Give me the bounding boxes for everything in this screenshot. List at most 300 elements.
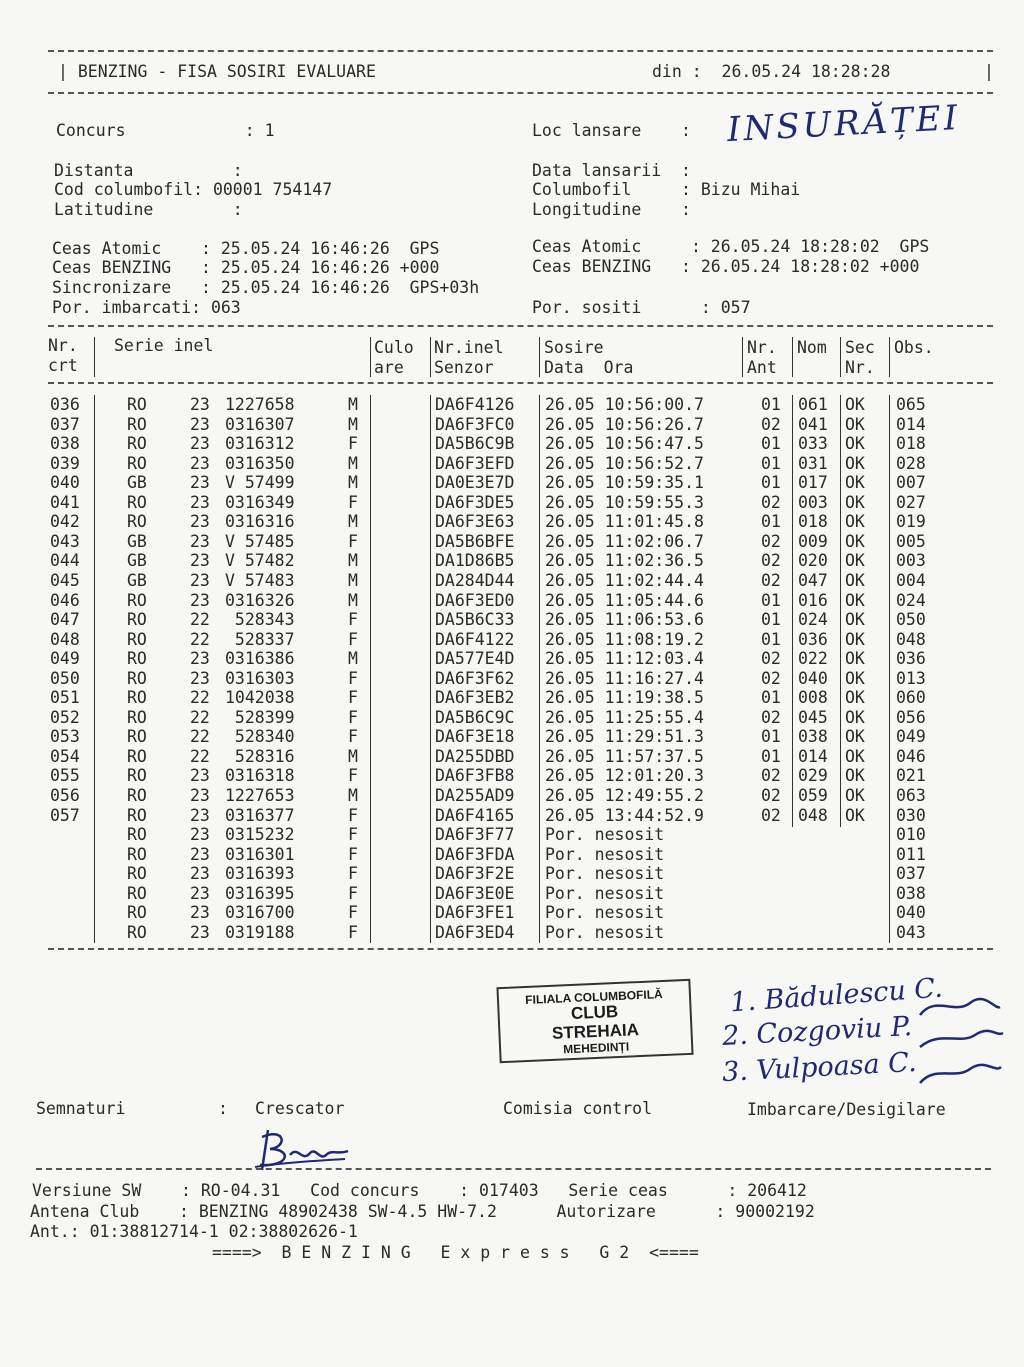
row-country: RO xyxy=(127,590,147,610)
row-obs: 027 xyxy=(896,492,926,512)
row-obs: 060 xyxy=(896,688,926,708)
row-arrival: Por. nesosit xyxy=(545,903,665,923)
row-sex: M xyxy=(348,395,358,414)
row-nom: 020 xyxy=(798,551,828,571)
por-imbarcati: Por. imbarcati: 063 xyxy=(52,298,241,317)
row-obs: 049 xyxy=(896,727,926,747)
row-country: RO xyxy=(127,707,147,727)
row-country: RO xyxy=(127,453,147,473)
row-year: 23 xyxy=(190,922,210,942)
row-ring-number: 0316318 xyxy=(225,766,295,786)
row-year: 23 xyxy=(190,883,210,903)
row-sex: F xyxy=(348,531,358,551)
table-row xyxy=(0,766,1024,786)
row-sensor: DA6F4126 xyxy=(435,395,515,414)
row-year: 23 xyxy=(190,903,210,923)
row-country: RO xyxy=(127,746,147,766)
row-year: 23 xyxy=(190,395,210,414)
row-ring-number: 1227658 xyxy=(225,395,295,414)
row-obs: 010 xyxy=(896,825,926,845)
row-sex: M xyxy=(348,551,358,571)
row-sec: OK xyxy=(845,473,865,493)
table-row xyxy=(0,532,1024,552)
th-sep xyxy=(889,337,890,377)
table-row xyxy=(0,649,1024,669)
row-nom: 009 xyxy=(798,531,828,551)
row-antenna: 02 xyxy=(761,649,781,669)
row-antenna: 01 xyxy=(761,590,781,610)
row-sensor: DA6F3EFD xyxy=(435,453,515,473)
row-sex: F xyxy=(348,707,358,727)
row-arrival: 26.05 11:02:06.7 xyxy=(545,531,704,551)
row-sensor: DA6F3FC0 xyxy=(435,414,515,434)
table-header-rule xyxy=(48,382,993,384)
row-antenna: 01 xyxy=(761,688,781,708)
stamp-line-3: STREHAIA xyxy=(551,1020,640,1043)
row-sensor: DA6F3DE5 xyxy=(435,492,515,512)
row-year: 23 xyxy=(190,551,210,571)
row-obs: 019 xyxy=(896,512,926,532)
table-row xyxy=(0,727,1024,747)
row-sex: F xyxy=(348,727,358,747)
row-arrival: 26.05 10:59:55.3 xyxy=(545,492,704,512)
th-senzor: Senzor xyxy=(434,358,494,377)
row-sensor: DA6F3F62 xyxy=(435,668,515,688)
th-sep xyxy=(430,337,431,377)
row-antenna: 01 xyxy=(761,512,781,532)
row-nom: 016 xyxy=(798,590,828,610)
row-arrival: 26.05 10:56:26.7 xyxy=(545,414,704,434)
stamp-line-2: CLUB xyxy=(570,1001,619,1024)
row-nom: 033 xyxy=(798,434,828,454)
imbarcare-label: Imbarcare/Desigilare xyxy=(747,1100,946,1119)
row-arrival: Por. nesosit xyxy=(545,922,665,942)
row-arrival: Por. nesosit xyxy=(545,844,665,864)
stamp-line-4: MEHEDINȚI xyxy=(562,1039,630,1057)
row-sex: F xyxy=(348,688,358,708)
row-country: RO xyxy=(127,668,147,688)
row-crt: 046 xyxy=(50,590,80,610)
th-sec: Sec xyxy=(845,338,875,357)
row-country: RO xyxy=(127,864,147,884)
row-sensor: DA6F3EB2 xyxy=(435,688,515,708)
row-country: RO xyxy=(127,727,147,747)
row-nom: 059 xyxy=(798,786,828,805)
data-lansarii-field: Data lansarii : xyxy=(532,161,691,180)
row-year: 23 xyxy=(190,570,210,590)
row-ring-number: 0316395 xyxy=(225,883,295,903)
row-sex: F xyxy=(348,922,358,942)
row-arrival: 26.05 11:05:44.6 xyxy=(545,590,704,610)
row-antenna: 01 xyxy=(761,610,781,630)
row-nom: 022 xyxy=(798,649,828,669)
table-row xyxy=(0,806,1024,826)
row-country: RO xyxy=(127,786,147,805)
row-sex: M xyxy=(348,414,358,434)
row-arrival: Por. nesosit xyxy=(545,864,665,884)
row-ring-number: V 57499 xyxy=(225,473,295,493)
row-country: RO xyxy=(127,922,147,942)
row-antenna: 02 xyxy=(761,414,781,434)
initials-scribble-icon xyxy=(915,985,1005,1095)
loc-lansare-handwritten: INSURĂȚEI xyxy=(726,97,962,151)
row-sec: OK xyxy=(845,629,865,649)
row-sensor: DA6F3F2E xyxy=(435,864,515,884)
row-ring-number: 0316312 xyxy=(225,434,295,454)
row-year: 23 xyxy=(190,864,210,884)
header-end-bar: | xyxy=(984,62,994,81)
row-crt: 039 xyxy=(50,453,80,473)
row-sec: OK xyxy=(845,746,865,766)
row-arrival: 26.05 11:57:37.5 xyxy=(545,746,704,766)
row-sec: OK xyxy=(845,570,865,590)
row-sex: F xyxy=(348,434,358,454)
row-arrival: 26.05 11:02:36.5 xyxy=(545,551,704,571)
th-sep xyxy=(792,337,793,377)
row-nom: 017 xyxy=(798,473,828,493)
row-sec: OK xyxy=(845,414,865,434)
row-country: RO xyxy=(127,805,147,825)
row-arrival: 26.05 12:01:20.3 xyxy=(545,766,704,786)
row-antenna: 02 xyxy=(761,668,781,688)
row-nom: 047 xyxy=(798,570,828,590)
row-sensor: DA6F3FB8 xyxy=(435,766,515,786)
row-arrival: 26.05 13:44:52.9 xyxy=(545,805,704,825)
row-crt: 051 xyxy=(50,688,80,708)
row-ring-number: 0316326 xyxy=(225,590,295,610)
table-row xyxy=(0,395,1024,415)
row-ring-number: 0316393 xyxy=(225,864,295,884)
row-country: RO xyxy=(127,649,147,669)
row-year: 23 xyxy=(190,414,210,434)
row-obs: 003 xyxy=(896,551,926,571)
report-title: | BENZING - FISA SOSIRI EVALUARE xyxy=(58,62,376,81)
row-sensor: DA6F4122 xyxy=(435,629,515,649)
row-crt: 041 xyxy=(50,492,80,512)
row-antenna: 02 xyxy=(761,531,781,551)
row-antenna: 01 xyxy=(761,629,781,649)
row-year: 23 xyxy=(190,825,210,845)
row-sec: OK xyxy=(845,805,865,825)
row-sex: M xyxy=(348,453,358,473)
table-row xyxy=(0,669,1024,689)
row-sex: F xyxy=(348,825,358,845)
row-year: 23 xyxy=(190,668,210,688)
row-country: RO xyxy=(127,825,147,845)
row-crt: 052 xyxy=(50,707,80,727)
row-country: GB xyxy=(127,531,147,551)
stamp-line-1: FILIALA COLUMBOFILĂ xyxy=(524,987,663,1008)
row-sex: M xyxy=(348,746,358,766)
loc-lansare-label: Loc lansare : xyxy=(532,121,691,140)
row-nom: 045 xyxy=(798,707,828,727)
row-nom: 041 xyxy=(798,414,828,434)
row-ring-number: 0316377 xyxy=(225,805,295,825)
row-sex: F xyxy=(348,610,358,630)
row-antenna: 01 xyxy=(761,434,781,454)
row-obs: 063 xyxy=(896,786,926,805)
row-sec: OK xyxy=(845,707,865,727)
th-sep xyxy=(94,337,95,377)
row-year: 22 xyxy=(190,746,210,766)
row-obs: 030 xyxy=(896,805,926,825)
row-crt: 053 xyxy=(50,727,80,747)
table-row xyxy=(0,688,1024,708)
row-crt: 056 xyxy=(50,786,80,805)
footer-line-3: Ant.: 01:38812714-1 02:38802626-1 xyxy=(30,1222,358,1241)
row-sensor: DA0E3E7D xyxy=(435,473,515,493)
row-sensor: DA255AD9 xyxy=(435,786,515,805)
row-country: GB xyxy=(127,551,147,571)
row-obs: 048 xyxy=(896,629,926,649)
row-arrival: 26.05 11:12:03.4 xyxy=(545,649,704,669)
distanta-field: Distanta : xyxy=(54,161,243,180)
row-sensor: DA6F3ED0 xyxy=(435,590,515,610)
row-sex: M xyxy=(348,570,358,590)
row-antenna: 02 xyxy=(761,551,781,571)
row-arrival: 26.05 11:02:44.4 xyxy=(545,570,704,590)
row-arrival: 26.05 11:16:27.4 xyxy=(545,668,704,688)
row-obs: 004 xyxy=(896,570,926,590)
row-crt: 036 xyxy=(50,395,80,414)
row-year: 22 xyxy=(190,707,210,727)
row-ring-number: V 57483 xyxy=(225,570,295,590)
clock-sincronizare: Sincronizare : 25.05.24 16:46:26 GPS+03h xyxy=(52,278,480,297)
row-country: RO xyxy=(127,903,147,923)
row-country: RO xyxy=(127,766,147,786)
row-crt: 050 xyxy=(50,668,80,688)
row-sensor: DA6F3E0E xyxy=(435,883,515,903)
longitudine-field: Longitudine : xyxy=(532,200,691,219)
row-sex: F xyxy=(348,629,358,649)
row-arrival: 26.05 11:01:45.8 xyxy=(545,512,704,532)
clock-left-atomic: Ceas Atomic : 25.05.24 16:46:26 GPS xyxy=(52,239,440,258)
concurs-field: Concurs : 1 xyxy=(56,121,275,140)
row-country: RO xyxy=(127,414,147,434)
row-sex: F xyxy=(348,805,358,825)
row-sex: F xyxy=(348,492,358,512)
row-sensor: DA284D44 xyxy=(435,570,515,590)
th-culo: Culo xyxy=(374,338,414,357)
row-obs: 065 xyxy=(896,395,926,414)
row-ring-number: 528343 xyxy=(225,610,295,630)
comisia-label: Comisia control xyxy=(503,1099,653,1118)
row-arrival: 26.05 10:56:00.7 xyxy=(545,395,704,414)
row-sec: OK xyxy=(845,786,865,805)
row-sec: OK xyxy=(845,453,865,473)
row-sec: OK xyxy=(845,492,865,512)
th-serie-inel: Serie inel xyxy=(114,336,214,355)
row-sensor: DA5B6C9B xyxy=(435,434,515,454)
table-row xyxy=(0,415,1024,435)
table-row xyxy=(0,708,1024,728)
row-year: 23 xyxy=(190,512,210,532)
row-crt: 055 xyxy=(50,766,80,786)
row-crt: 047 xyxy=(50,610,80,630)
row-crt: 038 xyxy=(50,434,80,454)
row-antenna: 01 xyxy=(761,453,781,473)
row-sensor: DA5B6C33 xyxy=(435,610,515,630)
row-sec: OK xyxy=(845,649,865,669)
row-obs: 040 xyxy=(896,903,926,923)
row-crt: 043 xyxy=(50,531,80,551)
row-country: RO xyxy=(127,492,147,512)
row-arrival: 26.05 11:25:55.4 xyxy=(545,707,704,727)
row-sex: F xyxy=(348,864,358,884)
row-antenna: 01 xyxy=(761,746,781,766)
table-row xyxy=(0,903,1024,923)
row-sex: F xyxy=(348,766,358,786)
row-crt: 044 xyxy=(50,551,80,571)
row-arrival: 26.05 11:19:38.5 xyxy=(545,688,704,708)
latitudine-field: Latitudine : xyxy=(54,200,243,219)
row-ring-number: 0315232 xyxy=(225,825,295,845)
row-year: 23 xyxy=(190,434,210,454)
row-ring-number: 0316307 xyxy=(225,414,295,434)
row-nom: 014 xyxy=(798,746,828,766)
row-sec: OK xyxy=(845,668,865,688)
table-bottom-rule xyxy=(48,948,993,950)
row-ring-number: 0316301 xyxy=(225,844,295,864)
cod-columbofil-field: Cod columbofil: 00001 754147 xyxy=(54,180,333,199)
row-obs: 043 xyxy=(896,922,926,942)
row-obs: 013 xyxy=(896,668,926,688)
th-ant: Ant xyxy=(747,358,777,377)
table-row xyxy=(0,493,1024,513)
row-nom: 038 xyxy=(798,727,828,747)
th-sosire: Sosire xyxy=(544,338,604,357)
row-ring-number: 528316 xyxy=(225,746,295,766)
row-nom: 036 xyxy=(798,629,828,649)
row-sex: F xyxy=(348,668,358,688)
row-sensor: DA6F3ED4 xyxy=(435,922,515,942)
row-crt: 048 xyxy=(50,629,80,649)
row-sex: F xyxy=(348,844,358,864)
row-sex: M xyxy=(348,786,358,805)
table-row xyxy=(0,434,1024,454)
row-nom: 031 xyxy=(798,453,828,473)
row-sensor: DA6F3E63 xyxy=(435,512,515,532)
row-ring-number: 0316350 xyxy=(225,453,295,473)
footer-line-1: Versiune SW : RO-04.31 Cod concurs : 017403 Serie ceas : 206412 xyxy=(32,1181,807,1200)
row-crt: 042 xyxy=(50,512,80,532)
row-sensor: DA5B6C9C xyxy=(435,707,515,727)
row-arrival: 26.05 10:56:52.7 xyxy=(545,453,704,473)
row-arrival: 26.05 10:56:47.5 xyxy=(545,434,704,454)
row-antenna: 02 xyxy=(761,570,781,590)
row-year: 23 xyxy=(190,649,210,669)
row-sec: OK xyxy=(845,590,865,610)
row-antenna: 02 xyxy=(761,492,781,512)
footer-line-2: Antena Club : BENZING 48902438 SW-4.5 HW-7.2 Autorizare : 90002192 xyxy=(30,1202,815,1221)
row-year: 22 xyxy=(190,727,210,747)
row-obs: 018 xyxy=(896,434,926,454)
th-data-ora: Data Ora xyxy=(544,358,634,377)
th-obs: Obs. xyxy=(894,338,934,357)
row-obs: 028 xyxy=(896,453,926,473)
row-antenna: 02 xyxy=(761,786,781,805)
row-nom: 061 xyxy=(798,395,828,414)
row-year: 23 xyxy=(190,590,210,610)
report-date: din : 26.05.24 18:28:28 xyxy=(652,62,891,81)
row-antenna: 01 xyxy=(761,727,781,747)
row-ring-number: 528340 xyxy=(225,727,295,747)
row-country: GB xyxy=(127,473,147,493)
table-row xyxy=(0,630,1024,650)
row-country: RO xyxy=(127,610,147,630)
row-sensor: DA1D86B5 xyxy=(435,551,515,571)
th-nr-ant: Nr. xyxy=(747,338,777,357)
row-sensor: DA255DBD xyxy=(435,746,515,766)
row-obs: 037 xyxy=(896,864,926,884)
row-year: 23 xyxy=(190,844,210,864)
row-arrival: 26.05 10:59:35.1 xyxy=(545,473,704,493)
row-nom: 018 xyxy=(798,512,828,532)
row-ring-number: 0319188 xyxy=(225,922,295,942)
row-sex: M xyxy=(348,512,358,532)
columbofil-field: Columbofil : Bizu Mihai xyxy=(532,180,801,199)
row-ring-number: 0316349 xyxy=(225,492,295,512)
row-sex: M xyxy=(348,473,358,493)
th-crt: crt xyxy=(48,356,78,375)
row-obs: 007 xyxy=(896,473,926,493)
header-bottom-rule xyxy=(48,92,993,94)
row-year: 23 xyxy=(190,805,210,825)
row-year: 23 xyxy=(190,766,210,786)
clock-right-atomic: Ceas Atomic : 26.05.24 18:28:02 GPS xyxy=(532,237,930,256)
table-row xyxy=(0,845,1024,865)
row-antenna: 02 xyxy=(761,707,781,727)
handwritten-name-2: 2. Cozgoviu P. xyxy=(721,1011,913,1052)
row-country: RO xyxy=(127,688,147,708)
row-ring-number: V 57482 xyxy=(225,551,295,571)
row-ring-number: V 57485 xyxy=(225,531,295,551)
row-crt: 057 xyxy=(50,805,80,825)
handwritten-name-1: 1. Bădulescu C. xyxy=(729,972,944,1019)
row-sensor: DA6F3E18 xyxy=(435,727,515,747)
row-country: RO xyxy=(127,883,147,903)
row-nom: 024 xyxy=(798,610,828,630)
row-ring-number: 1227653 xyxy=(225,786,295,805)
row-ring-number: 0316303 xyxy=(225,668,295,688)
row-obs: 038 xyxy=(896,883,926,903)
row-antenna: 01 xyxy=(761,473,781,493)
row-sec: OK xyxy=(845,688,865,708)
row-obs: 005 xyxy=(896,531,926,551)
row-ring-number: 528337 xyxy=(225,629,295,649)
row-crt: 054 xyxy=(50,746,80,766)
table-row xyxy=(0,923,1024,943)
table-top-rule xyxy=(48,325,993,327)
row-year: 23 xyxy=(190,786,210,805)
row-year: 22 xyxy=(190,688,210,708)
row-obs: 046 xyxy=(896,746,926,766)
row-sec: OK xyxy=(845,531,865,551)
row-obs: 056 xyxy=(896,707,926,727)
th-sec-nr: Nr. xyxy=(845,358,875,377)
row-obs: 014 xyxy=(896,414,926,434)
crescator-label: Crescator xyxy=(255,1099,345,1118)
table-row xyxy=(0,864,1024,884)
row-sec: OK xyxy=(845,395,865,414)
footer-top-rule xyxy=(36,1168,991,1170)
table-row xyxy=(0,473,1024,493)
row-year: 23 xyxy=(190,531,210,551)
row-obs: 024 xyxy=(896,590,926,610)
row-nom: 029 xyxy=(798,766,828,786)
table-row xyxy=(0,591,1024,611)
row-year: 23 xyxy=(190,473,210,493)
